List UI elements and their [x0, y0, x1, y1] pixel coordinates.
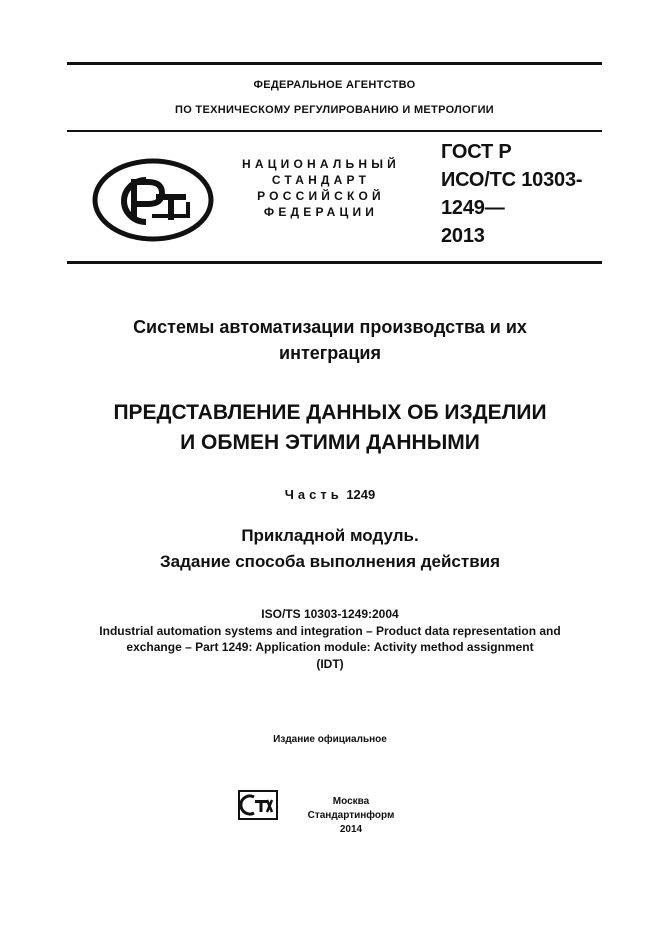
- series-title: [30, 314, 630, 366]
- iso-reference: [30, 606, 630, 672]
- part-label: Часть: [284, 487, 343, 502]
- iso-line3: exchange – Part 1249: Application module: Activity method assignment: [126, 640, 534, 654]
- publisher-year: 2014: [339, 824, 363, 835]
- gost-line3: 1249—: [441, 197, 505, 219]
- header-bottom-rule: [67, 261, 602, 264]
- part-heading: [30, 487, 630, 502]
- gost-line4: 2013: [441, 225, 485, 247]
- module-title: [30, 523, 630, 575]
- module-title-line2: Задание способа выполнения действия: [159, 552, 501, 571]
- edition-label: Издание официальное: [273, 734, 387, 745]
- header-rule: [67, 130, 602, 132]
- iso-line2: Industrial automation systems and integration – Product data representation and: [99, 623, 561, 638]
- agency-name-line1: ФЕДЕРАЛЬНОЕ АГЕНТСТВО: [253, 79, 416, 91]
- publisher-name: Стандартинформ: [307, 810, 395, 821]
- national-line1: НАЦИОНАЛЬНЫЙ: [241, 157, 401, 171]
- iso-line1: ISO/TS 10303-1249:2004: [261, 607, 399, 621]
- gost-designation: [441, 138, 611, 250]
- standartinform-logo-icon: [238, 790, 278, 820]
- part-number: 1249: [346, 487, 376, 502]
- series-title-line2: интеграция: [279, 343, 381, 363]
- module-title-line1: Прикладной модуль.: [241, 526, 419, 545]
- national-line2: СТАНДАРТ: [271, 173, 371, 187]
- rst-emblem-icon: [92, 158, 214, 242]
- national-line3: РОССИЙСКОЙ: [257, 189, 385, 203]
- main-title: [30, 398, 630, 458]
- agency-name-line2: ПО ТЕХНИЧЕСКОМУ РЕГУЛИРОВАНИЮ И МЕТРОЛОГИИ: [175, 104, 494, 116]
- series-title-line1: Системы автоматизации производства и их: [133, 317, 527, 337]
- publisher-city: Москва: [332, 796, 370, 807]
- top-rule: [67, 62, 602, 65]
- main-title-line1: ПРЕДСТАВЛЕНИЕ ДАННЫХ ОБ ИЗДЕЛИИ: [113, 401, 547, 424]
- iso-line4: (IDT): [316, 656, 344, 671]
- gost-line2: ИСО/ТС 10303-: [441, 169, 583, 191]
- gost-line1: ГОСТ Р: [441, 141, 512, 163]
- publisher-info: [292, 795, 410, 837]
- national-line4: ФЕДЕРАЦИИ: [263, 205, 379, 219]
- main-title-line2: И ОБМЕН ЭТИМИ ДАННЫМИ: [180, 431, 480, 454]
